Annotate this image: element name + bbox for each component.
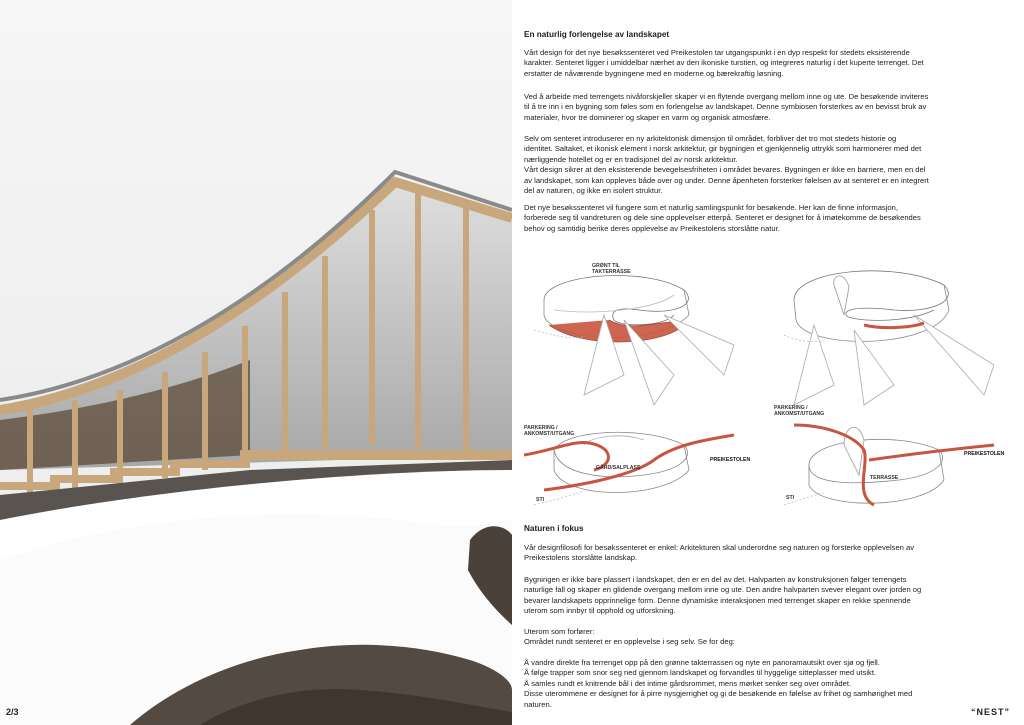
diagram-2 (784, 271, 994, 405)
diagram-label: TERRASSE (870, 475, 899, 481)
diagram-label: PREIKESTOLEN (964, 451, 1005, 457)
diagram-1 (534, 276, 734, 405)
diagram-label: PARKERING / ANKOMST/UTGANG (524, 425, 575, 437)
diagram-label: GRØNT TIL TAKTERRASSE (592, 263, 631, 275)
site-diagrams (524, 255, 1010, 515)
diagram-label: GÅRD/SALPLASS (596, 465, 641, 471)
diagram-label: STI (786, 495, 795, 501)
section2-paragraph: Vår designfilosofi for besøkssenteret er enkel: Arkitekturen skal underordne seg naturen og forsterke opplevelsen av Preikestolens storslåtte landskap. (524, 543, 915, 563)
page-number: 2/3 (6, 707, 19, 717)
section2-paragraph: Bygningen er ikke bare plassert i landskapet, den er en del av det. Halvparten av konstruksjonen følger terrengets naturlige fall og skaper en glidende overgang mellom inne og ute. Den andre halvparten svever elegant over jorden og bevarer landskapets opprinnelige form. Denne dynamiske interaksjonen med terrenget skaper en rekke spennende uterom som innbyr til opphold og utforskning. (524, 575, 922, 616)
section2-paragraph: Å vandre direkte fra terrenget opp på den grønne takterrassen og nyte en panoramautsikt over sjø og fjell. Å følge trapper som snor seg ned gjennom landskapet og forvandles til hyggelige sitteplasser med utsikt. Å samles rundt et knitrende bål i det intime gårdsrommet, mens mørket senker seg over området. Disse uterommene er designet for å pirre nysgjerrighet og gi de besøkende en følelse av frihet og samhørighet med naturen. (524, 658, 913, 709)
section1-paragraph: Selv om senteret introduserer en ny arkitektonisk dimensjon til området, forbliver det tro mot stedets historie og identitet. Saltaket, et ikonisk element i norsk arkitektur, gir bygningen et gjenkjennelig uttrykk som harmonerer med det nærliggende hotellet og er en tradisjonel del av norsk arkitektur. Vårt design sikrer at den eksisterende bevegelsesfriheten i området bevares. Bygningen er ikke en barriere, men en del av landskapet, som kan oppleves både over og under. Denne åpenheten forsterker følelsen av at senteret er en integrert del av naturen, og ikke en isolert struktur. (524, 134, 929, 196)
section1-heading: En naturlig forlengelse av landskapet (524, 30, 670, 39)
text-column (524, 0, 1010, 725)
brand-mark: “NEST” (970, 707, 1010, 717)
section1-paragraph: Det nye besøkssenteret vil fungere som et naturlig samlingspunkt for besøkende. Her kan de finne informasjon, forberede seg til vandreturen og dele sine opplevelser etterpå. Senteret er designet for å imøtekomme de besøkendes behov og samtidig berike deres opplevelse av Preikestolens storslåtte natur. (524, 203, 921, 233)
section2-heading: Naturen i fokus (524, 524, 584, 533)
diagram-label: STI (536, 497, 545, 503)
diagram-label: PARKERING / ANKOMST/UTGANG (774, 405, 825, 417)
section1-paragraph: Vårt design for det nye besøkssenteret ved Preikestolen tar utgangspunkt i en dyp respekt for stedets eksisterende karakter. Senteret ligger i umiddelbar nærhet av den ikoniske turstien, og integreres naturlig i det kuperte terrenget. Det erstatter de nåværende bygningene med en moderne og bærekraftig løsning. (524, 48, 924, 78)
section2-paragraph: Uterom som forfører: Området rundt senteret er en opplevelse i seg selv. Se for deg: (524, 627, 735, 647)
diagram-4 (784, 425, 994, 505)
diagram-label: PREIKESTOLEN (710, 457, 751, 463)
section1-paragraph: Ved å arbeide med terrengets nivåforskjeller skaper vi en flytende overgang mellom inne og ute. De besøkende inviteres til å tre inn i en bygning som føles som en forlengelse av landskapet. Denne symbiosen forsterkes av en bevisst bruk av materialer, hvor tre dominerer og skaper en varm og organisk atmosfære. (524, 92, 929, 122)
